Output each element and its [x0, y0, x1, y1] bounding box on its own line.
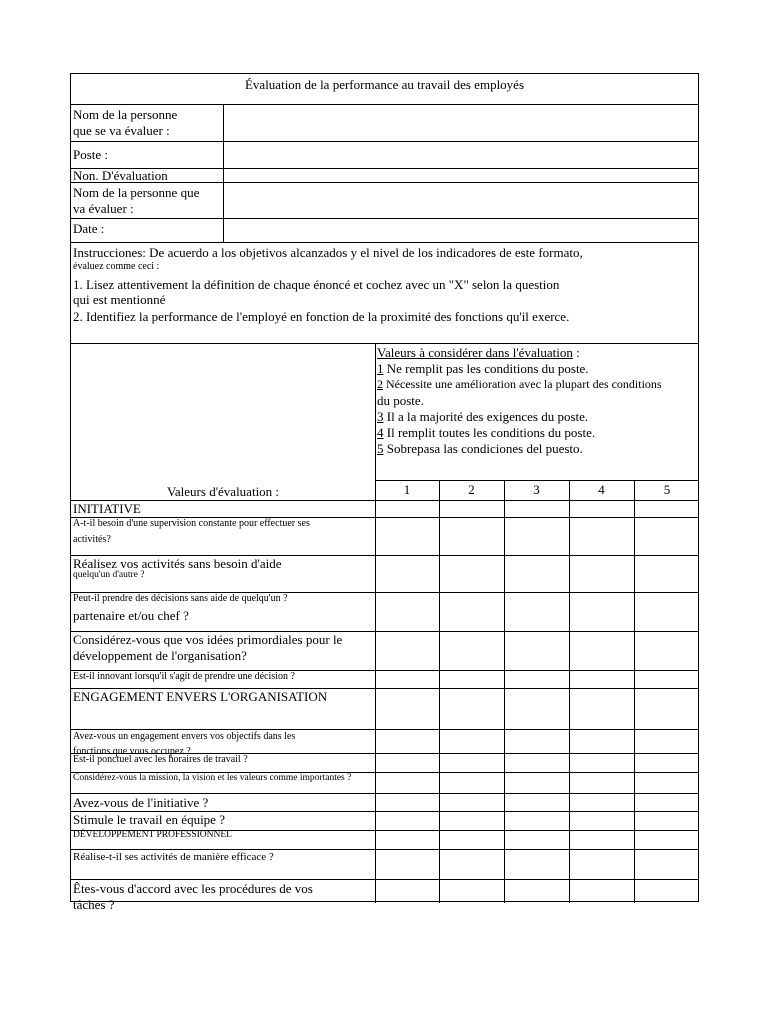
- instructions-item-1b: qui est mentionné: [73, 292, 166, 307]
- field-label-evaluation-number: Non. D'évaluation: [73, 168, 168, 183]
- scale-item-5: 5 Sobrepasa las condiciones del puesto.: [377, 441, 583, 456]
- score-cell-1[interactable]: [376, 593, 439, 631]
- score-cell-2[interactable]: [440, 689, 504, 729]
- instructions-line-2: évaluez comme ceci :: [73, 261, 160, 272]
- score-cell-1[interactable]: [376, 632, 439, 670]
- score-cell-4[interactable]: [570, 754, 634, 772]
- criterion-text: Réalise-t-il ses activités de manière efficace ?: [73, 851, 274, 863]
- criterion-text: Est-il ponctuel avec les horaires de travail ?: [73, 754, 248, 765]
- score-cell-2[interactable]: [440, 812, 504, 830]
- divider: [71, 343, 698, 344]
- score-cell-5[interactable]: [635, 501, 700, 517]
- evaluation-form: [70, 73, 699, 912]
- score-cell-1[interactable]: [376, 880, 439, 903]
- score-cell-3[interactable]: [505, 518, 569, 555]
- score-cell-5[interactable]: [635, 754, 700, 772]
- score-cell-2[interactable]: [440, 556, 504, 592]
- form-title: Évaluation de la performance au travail des employés: [244, 77, 525, 92]
- score-cell-1[interactable]: [376, 754, 439, 772]
- score-cell-5[interactable]: [635, 671, 700, 688]
- score-cell-5[interactable]: [635, 773, 700, 793]
- score-header-3: 3: [533, 482, 540, 497]
- score-cell-1[interactable]: [376, 794, 439, 811]
- criterion-text: Considérez-vous la mission, la vision et les valeurs comme importantes ?: [73, 773, 352, 783]
- score-cell-2[interactable]: [440, 850, 504, 879]
- score-cell-5[interactable]: [635, 518, 700, 555]
- score-cell-2[interactable]: [440, 632, 504, 670]
- score-cell-5[interactable]: [635, 689, 700, 729]
- score-cell-4[interactable]: [570, 850, 634, 879]
- score-cell-4[interactable]: [570, 632, 634, 670]
- score-cell-3[interactable]: [505, 794, 569, 811]
- score-cell-3[interactable]: [505, 593, 569, 631]
- score-header-4: 4: [598, 482, 605, 497]
- criterion-text-continued: activités?: [73, 534, 111, 545]
- criterion-text-continued: tâches ?: [73, 897, 115, 912]
- score-header-5: 5: [663, 482, 671, 497]
- score-cell-3[interactable]: [505, 831, 569, 849]
- score-cell-4[interactable]: [570, 794, 634, 811]
- criterion-text-continued: partenaire et/ou chef ?: [73, 608, 189, 623]
- divider: [71, 242, 698, 243]
- score-cell-3[interactable]: [505, 880, 569, 903]
- divider: [71, 182, 698, 183]
- score-cell-2[interactable]: [440, 671, 504, 688]
- score-cell-4[interactable]: [570, 501, 634, 517]
- score-cell-3[interactable]: [505, 773, 569, 793]
- score-cell-4[interactable]: [570, 689, 634, 729]
- score-cell-4[interactable]: [570, 671, 634, 688]
- score-cell-1[interactable]: [376, 556, 439, 592]
- score-cell-1[interactable]: [376, 689, 439, 729]
- criterion-text-continued: quelqu'un d'autre ?: [73, 570, 145, 580]
- criterion-text-continued: développement de l'organisation?: [73, 648, 247, 663]
- score-cell-3[interactable]: [505, 556, 569, 592]
- section-heading: DÉVELOPPEMENT PROFESSIONNEL: [73, 830, 232, 840]
- section-heading: INITIATIVE: [73, 501, 141, 516]
- score-cell-5[interactable]: [635, 880, 700, 903]
- field-label-evaluator: Nom de la personne que: [73, 185, 200, 200]
- score-cell-1[interactable]: [376, 850, 439, 879]
- score-cell-1[interactable]: [376, 730, 439, 753]
- scale-heading: Valeurs à considérer dans l'évaluation :: [377, 345, 580, 360]
- score-cell-2[interactable]: [440, 501, 504, 517]
- score-cell-4[interactable]: [570, 773, 634, 793]
- instructions-line-1: Instrucciones: De acuerdo a los objetivos alcanzados y el nivel de los indicadores de este formato,: [73, 245, 583, 260]
- score-cell-2[interactable]: [440, 794, 504, 811]
- criterion-text: Peut-il prendre des décisions sans aide de quelqu'un ?: [73, 593, 288, 604]
- score-cell-5[interactable]: [635, 850, 700, 879]
- score-cell-5[interactable]: [635, 730, 700, 753]
- divider: [71, 104, 698, 105]
- divider: [375, 480, 698, 481]
- criterion-text: Avez-vous de l'initiative ?: [73, 795, 209, 810]
- field-label-person-evaluated-2: que se va évaluer :: [73, 123, 170, 138]
- score-cell-1[interactable]: [376, 831, 439, 849]
- score-header-2: 2: [468, 482, 475, 497]
- score-cell-2[interactable]: [440, 773, 504, 793]
- field-label-person-evaluated: Nom de la personne: [73, 107, 178, 122]
- score-cell-1[interactable]: [376, 773, 439, 793]
- score-cell-5[interactable]: [635, 593, 700, 631]
- score-cell-5[interactable]: [635, 794, 700, 811]
- criterion-text: Réalisez vos activités sans besoin d'aide: [73, 556, 282, 571]
- score-cell-1[interactable]: [376, 501, 439, 517]
- score-cell-2[interactable]: [440, 880, 504, 903]
- divider: [71, 141, 698, 142]
- score-cell-4[interactable]: [570, 518, 634, 555]
- criterion-text: Est-il innovant lorsqu'il s'agit de prendre une décision ?: [73, 671, 295, 682]
- score-cell-3[interactable]: [505, 501, 569, 517]
- score-cell-2[interactable]: [440, 593, 504, 631]
- score-cell-3[interactable]: [505, 730, 569, 753]
- criterion-text: Considérez-vous que vos idées primordiales pour le: [73, 632, 343, 647]
- section-heading: ENGAGEMENT ENVERS L'ORGANISATION: [73, 689, 328, 704]
- field-label-position: Poste :: [73, 147, 109, 162]
- scale-item-2: 2 Nécessite une amélioration avec la plupart des conditions: [377, 377, 662, 391]
- divider: [223, 104, 224, 243]
- score-cell-5[interactable]: [635, 632, 700, 670]
- instructions-item-2: 2. Identifiez la performance de l'employé en fonction de la proximité des fonctions qu'il exerce.: [73, 309, 570, 324]
- criterion-text-continued: fonctions que vous occupez ?: [73, 746, 191, 757]
- score-cell-4[interactable]: [570, 880, 634, 903]
- scale-item-1: 1 Ne remplit pas les conditions du poste.: [377, 361, 589, 376]
- criterion-text: Êtes-vous d'accord avec les procédures de vos: [73, 881, 313, 896]
- score-cell-5[interactable]: [635, 556, 700, 592]
- score-cell-3[interactable]: [505, 632, 569, 670]
- score-cell-2[interactable]: [440, 754, 504, 772]
- score-cell-4[interactable]: [570, 831, 634, 849]
- field-label-evaluator-2: va évaluer :: [73, 201, 134, 216]
- values-label: Valeurs d'évaluation :: [166, 484, 280, 499]
- score-cell-3[interactable]: [505, 754, 569, 772]
- score-cell-4[interactable]: [570, 812, 634, 830]
- score-cell-4[interactable]: [570, 556, 634, 592]
- score-cell-3[interactable]: [505, 812, 569, 830]
- criterion-text: Stimule le travail en équipe ?: [73, 812, 225, 827]
- score-cell-5[interactable]: [635, 812, 700, 830]
- score-cell-2[interactable]: [440, 518, 504, 555]
- score-header-1: 1: [403, 482, 411, 497]
- score-cell-3[interactable]: [505, 671, 569, 688]
- score-cell-1[interactable]: [376, 812, 439, 830]
- criterion-text: A-t-il besoin d'une supervision constante pour effectuer ses: [73, 518, 310, 529]
- score-cell-2[interactable]: [440, 730, 504, 753]
- score-cell-4[interactable]: [570, 730, 634, 753]
- score-cell-5[interactable]: [635, 831, 700, 849]
- criterion-text: Avez-vous un engagement envers vos objectifs dans les: [73, 731, 296, 742]
- field-label-date: Date :: [73, 221, 105, 236]
- divider: [71, 218, 698, 219]
- score-cell-2[interactable]: [440, 831, 504, 849]
- score-cell-3[interactable]: [505, 689, 569, 729]
- scale-item-4: 4 Il remplit toutes les conditions du poste.: [377, 425, 596, 440]
- score-cell-4[interactable]: [570, 593, 634, 631]
- score-cell-3[interactable]: [505, 850, 569, 879]
- scale-item-3: 3 Il a la majorité des exigences du poste.: [377, 409, 589, 424]
- scale-item-2b: du poste.: [377, 393, 424, 408]
- score-cell-1[interactable]: [376, 671, 439, 688]
- instructions-item-1a: 1. Lisez attentivement la définition de chaque énoncé et cochez avec un "X" selon la question: [73, 277, 560, 292]
- score-cell-1[interactable]: [376, 518, 439, 555]
